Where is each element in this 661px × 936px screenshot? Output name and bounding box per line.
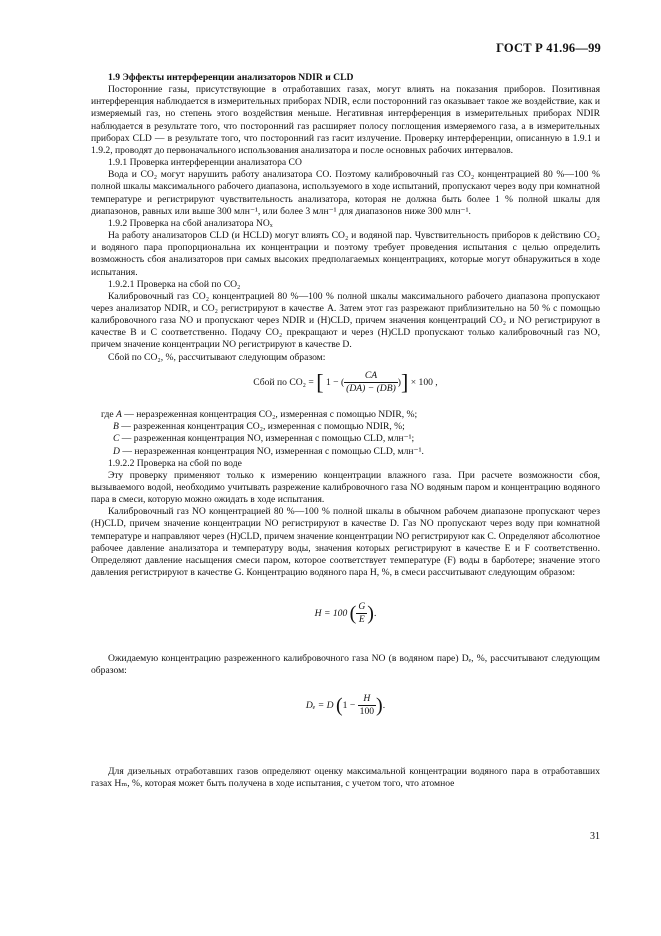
formula-water-concentration: H = 100 ( $\frac{G}{E}$ ). — [314, 601, 377, 626]
intro-paragraph: Посторонние газы, присутствующие в отработавших газах, могут влиять на показания приборов. Позитивная интерференция наблюдается в измерительных приборах NDIR, если посторонний газ оказывает такое же воздействие, как и измеряемый газ, но степень этого воздействия меньше. Негативная интерференция в измерительных приборах NDIR наблюдается в результате того, что посторонний газ расширяет полосу поглощения измеряемого газа, а в измерительных приборах CLD — в результате того, что посторонний газ гасит излучение. Проверку интерференции, описанную в 1.9.1 и 1.9.2, проводят до первоначального использования анализатора и после основных рабочих интервалов. — [91, 84, 600, 156]
subsection-1-9-1-text: Вода и CO₂ могут нарушить работу анализатора CO. Поэтому калибровочный газ CO₂ концентрацией 80 %—100 % полной шкалы максимального рабочего диапазона, используемого в ходе испытаний, пропускают через воду при комнатной температуре и регистрируют чувствительность анализатора, которая не должна быть более 1 % полной шкалы для диапазонов, равных или выше 300 млн⁻¹, или более 3 млн⁻¹ для диапазонов ниже 300 млн⁻¹. — [91, 169, 600, 217]
standard-header: ГОСТ Р 41.96—99 — [496, 41, 601, 55]
paren-close: ) — [376, 694, 383, 717]
formula3-fraction: $\frac{H}{100}$ — [359, 692, 375, 718]
formula-diluted-no: Dₑ = D (1 − $\frac{H}{100}$ ). — [305, 692, 386, 718]
bracket-open: [ — [316, 369, 324, 395]
formula1-numerator: CA — [344, 370, 398, 383]
paren-close: ) — [367, 602, 374, 625]
subsection-1-9-2-text: На работу анализаторов CLD (и HCLD) могут влиять CO₂ и водяной пар. Чувствительность приборов к действию CO₂ и водяного пара пропорциональна их концентрации и поэтому требует проведения испытания с целью определить возможность сбоя анализаторов при самых высоких предполагаемых концентрациях, которые могут обнаружиться в ходе испытания. — [91, 230, 600, 278]
paren-open: ( — [335, 694, 343, 717]
paren-open: ( — [349, 602, 357, 625]
formula-legend — [91, 409, 600, 458]
subsection-1-9-2-title: 1.9.2 Проверка на сбой анализатора NOₓ — [108, 217, 273, 229]
subsection-1-9-2-2-title: 1.9.2.2 Проверка на сбой по воде — [108, 457, 242, 469]
formula1-close: ) — [397, 376, 401, 388]
subsection-1-9-2-1-text: Калибровочный газ CO₂ концентрацией 80 %—100 % полной шкалы максимального рабочего диапазона пропускают через анализатор NDIR, и CO₂ регистрируют в качестве A. Затем этот газ разрежают приблизительно на 50 % с помощью калибровочного газа NO и пропускают через NDIR и (H)CLD, причем значения концентраций CO₂ и NO регистрируют в качестве B и C соответственно. Подачу CO₂ прекращают и через (H)CLD пропускают только калибровочный газ NO, причем значение концентрации NO регистрируют в качестве D. — [91, 290, 600, 351]
formula1-denominator: (DA) − (DB) — [346, 382, 396, 394]
legend-item: где A — неразреженная концентрация CO₂, измеренная с помощью NDIR, %; — [101, 409, 418, 421]
formula1-fraction — [344, 370, 398, 395]
formula1-one-minus: 1 − ( — [325, 376, 345, 388]
formula1-tail: × 100 , — [408, 376, 438, 388]
legend-item: B — разреженная концентрация CO₂, измеренная с помощью NDIR, %; — [113, 421, 405, 433]
de-intro: Ожидаемую концентрацию разреженного калибровочного газа NO (в водяном паре) Dₑ, %, рассчитывают следующим образом: — [91, 652, 600, 676]
section-title: 1.9 Эффекты интерференции анализаторов NDIR и CLD — [108, 72, 354, 83]
subsection-1-9-2-2-text: Эту проверку применяют только к измерению концентрации влажного газа. При расчете возможности сбоя, вызываемого водой, необходимо учитывать разрежение калибровочного газа NO водяным паром и концентрацию водяного пара в смеси, которую можно ожидать в ходе испытания. — [91, 469, 600, 506]
legend-item: C — разреженная концентрация NO, измеренная с помощью CLD, млн⁻¹; — [113, 433, 415, 445]
subsection-1-9-2-2-text2: Калибровочный газ NO концентрацией 80 %—100 % полной шкалы в обычном рабочем диапазоне пропускают через (H)CLD, причем значение концентрации NO регистрируют в качестве D. Газ NO пропускают через воду при комнатной температуре и направляют через (H)CLD, причем значение концентрации NO регистрируют как C. Определяют абсолютное рабочее давление анализатора и температуру воды, значения которых регистрируют в качестве E и F соответственно. Определяют давление насыщения смеси паром, которое соответствует температуре (F) воды в барботере; значение этого давления регистрируют в качестве G. Концентрацию водяного пара H, %, в смеси рассчитывают следующим образом: — [91, 506, 600, 579]
subsection-1-9-1-title: 1.9.1 Проверка интерференции анализатора CO — [108, 157, 302, 169]
subsection-1-9-2-1-title: 1.9.2.1 Проверка на сбой по CO₂ — [108, 278, 241, 290]
formula2-fraction: $\frac{G}{E}$ — [358, 601, 366, 626]
final-paragraph: Для дизельных отработавших газов определяют оценку максимальной концентрации водяного пара в отработавших газах Hₘ, %, которая может быть получена в ходе испытания, с учетом того, что атомное — [91, 766, 600, 790]
calc-intro: Сбой по CO₂, %, рассчитывают следующим образом: — [108, 351, 326, 363]
formula2-lhs: H = 100 — [314, 608, 348, 620]
page-number: 31 — [590, 831, 600, 842]
legend-item: D — неразреженная концентрация NO, измеренная с помощью CLD, млн⁻¹. — [113, 445, 424, 457]
bracket-close: ] — [400, 369, 409, 395]
formula-co2-quench — [91, 370, 600, 395]
formula3-lhs: Dₑ = D — [305, 699, 334, 711]
formula1-lhs: Сбой по CO₂ = — [253, 376, 317, 388]
page-content — [91, 72, 600, 791]
